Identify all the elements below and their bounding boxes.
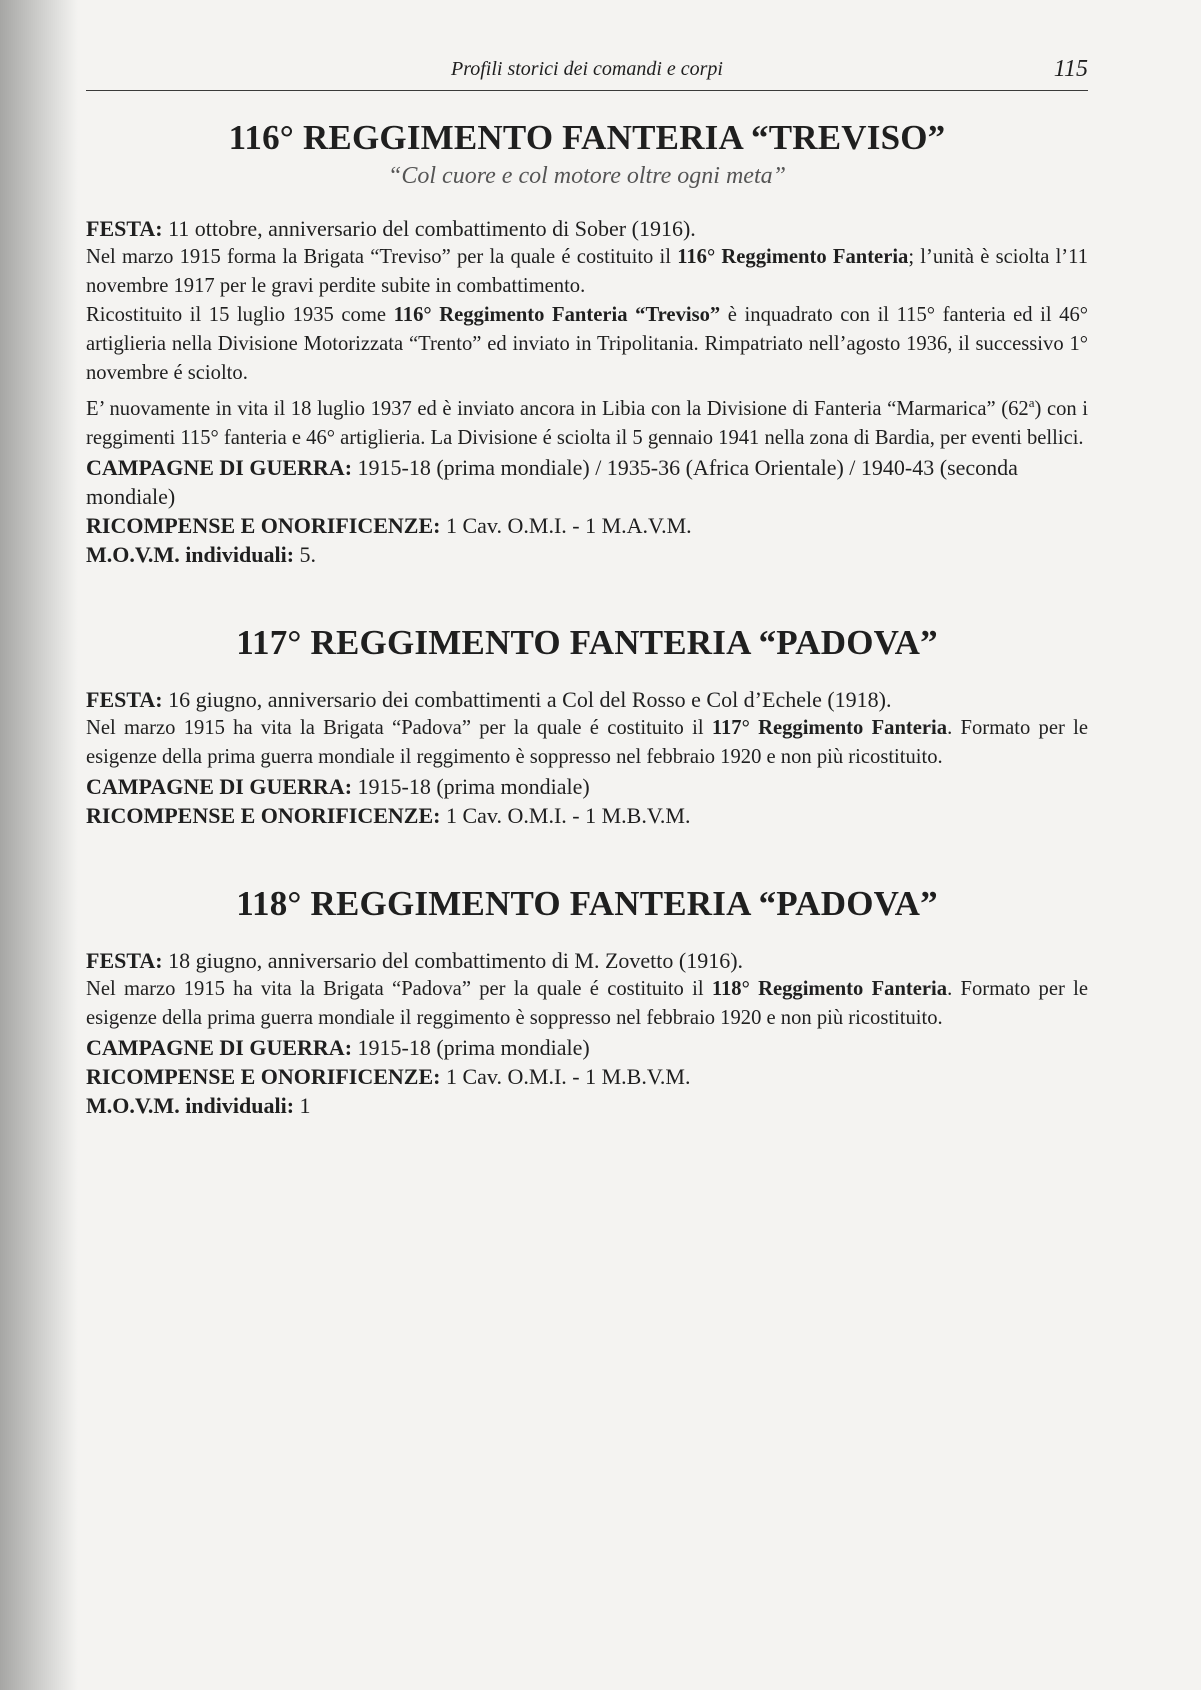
page-gutter-shadow bbox=[0, 0, 78, 1690]
running-title: Profili storici dei comandi e corpi bbox=[450, 58, 723, 80]
movm-text: 5. bbox=[294, 541, 317, 567]
movm-line bbox=[86, 1091, 1088, 1120]
text-run: è inquadrato con il 115° fanteria ed il 46° artiglieria nella Divisione Motorizzata “Trento” ed inviato in Tripolitania. Rimpatriato nell’agosto 1936, il successivo 1° novembre é sciolto. bbox=[86, 304, 1088, 384]
ricompense-text: 1 Cav. O.M.I. - 1 M.B.V.M. bbox=[440, 1063, 691, 1089]
movm-label: M.O.V.M. individuali: bbox=[86, 541, 295, 567]
history-paragraph bbox=[86, 243, 1088, 301]
regiment-name: 118° Reggimento Fanteria bbox=[711, 977, 948, 1000]
superscript: a bbox=[1028, 395, 1035, 410]
text-run: ; l’unità è sciolta l’11 novembre 1917 per le gravi perdite subite in combattimento. bbox=[86, 246, 1088, 297]
section-title: 118° REGGIMENTO FANTERIA “PADOVA” bbox=[236, 883, 938, 923]
campagne-text: 1915-18 (prima mondiale) bbox=[352, 1034, 590, 1060]
book-page bbox=[86, 0, 1088, 1690]
festa-text: 16 giugno, anniversario dei combattimenti a Col del Rosso e Col d’Echele (1918). bbox=[162, 686, 892, 712]
section-116 bbox=[86, 116, 1088, 569]
festa-text: 11 ottobre, anniversario del combattimento di Sober (1916). bbox=[162, 216, 696, 241]
regiment-name: 116° Reggimento Fanteria “Treviso” bbox=[393, 304, 721, 326]
festa-label: FESTA: bbox=[86, 686, 163, 712]
page-content bbox=[86, 116, 1088, 1120]
text-run: Nel marzo 1915 ha vita la Brigata “Padova” per la quale é costituito il bbox=[86, 716, 712, 739]
page-number: 115 bbox=[1053, 56, 1088, 82]
ricompense-line bbox=[86, 1062, 1088, 1091]
campagne-label: CAMPAGNE DI GUERRA: bbox=[86, 773, 353, 799]
ricompense-label: RICOMPENSE E ONORIFICENZE: bbox=[86, 1063, 441, 1089]
festa-label: FESTA: bbox=[86, 947, 163, 973]
campagne-text: 1915-18 (prima mondiale) / 1935-36 (Africa Orientale) / 1940-43 (seconda mondiale) bbox=[86, 454, 1018, 509]
section-118 bbox=[86, 882, 1088, 1120]
text-run: Ricostituito il 15 luglio 1935 come bbox=[86, 304, 394, 326]
section-title: 117° REGGIMENTO FANTERIA “PADOVA” bbox=[236, 622, 938, 662]
festa-label: FESTA: bbox=[86, 216, 163, 241]
text-run: ) con i reggimenti 115° fanteria e 46° artiglieria. La Divisione é sciolta il 5 gennaio 1941 nella zona di Bardia, per eventi bellici. bbox=[86, 397, 1088, 449]
festa-line bbox=[86, 685, 1088, 714]
text-run: . Formato per le esigenze della prima guerra mondiale il reggimento è soppresso nel febbraio 1920 e non più ricostituito. bbox=[86, 977, 1088, 1029]
history-paragraph bbox=[86, 714, 1088, 772]
festa-line bbox=[86, 946, 1088, 975]
ricompense-label: RICOMPENSE E ONORIFICENZE: bbox=[86, 802, 441, 828]
campagne-line bbox=[86, 453, 1088, 511]
history-paragraph bbox=[86, 388, 1088, 453]
movm-text: 1 bbox=[294, 1092, 311, 1118]
festa-line bbox=[86, 214, 1088, 243]
text-run: . Formato per le esigenze della prima guerra mondiale il reggimento è soppresso nel febbraio 1920 e non più ricostituito. bbox=[86, 716, 1088, 768]
header-rule bbox=[86, 90, 1088, 91]
ricompense-label: RICOMPENSE E ONORIFICENZE: bbox=[86, 512, 441, 538]
history-paragraph bbox=[86, 975, 1088, 1033]
festa-text: 18 giugno, anniversario del combattimento di M. Zovetto (1916). bbox=[162, 947, 744, 973]
campagne-text: 1915-18 (prima mondiale) bbox=[352, 773, 590, 799]
movm-label: M.O.V.M. individuali: bbox=[86, 1092, 295, 1118]
history-paragraph bbox=[86, 301, 1088, 388]
campagne-line bbox=[86, 1033, 1088, 1062]
text-run: E’ nuovamente in vita il 18 luglio 1937 ed è inviato ancora in Libia con la Divisione di Fanteria “Marmarica” (62 bbox=[86, 397, 1029, 420]
ricompense-text: 1 Cav. O.M.I. - 1 M.B.V.M. bbox=[440, 802, 691, 828]
regiment-name: 117° Reggimento Fanteria bbox=[711, 716, 948, 739]
regiment-name: 116° Reggimento Fanteria bbox=[677, 246, 909, 268]
section-spacer bbox=[86, 830, 1088, 882]
campagne-line bbox=[86, 772, 1088, 801]
ricompense-text: 1 Cav. O.M.I. - 1 M.A.V.M. bbox=[440, 512, 692, 538]
campagne-label: CAMPAGNE DI GUERRA: bbox=[86, 1034, 353, 1060]
ricompense-line bbox=[86, 511, 1088, 540]
section-117 bbox=[86, 621, 1088, 830]
campagne-label: CAMPAGNE DI GUERRA: bbox=[86, 454, 353, 480]
motto: “Col cuore e col motore oltre ogni meta” bbox=[388, 163, 786, 189]
text-run: Nel marzo 1915 forma la Brigata “Treviso” per la quale é costituito il bbox=[86, 246, 678, 268]
section-title: 116° REGGIMENTO FANTERIA “TREVISO” bbox=[228, 118, 946, 157]
section-spacer bbox=[86, 569, 1088, 621]
text-run: Nel marzo 1915 ha vita la Brigata “Padova” per la quale é costituito il bbox=[86, 977, 712, 1000]
ricompense-line bbox=[86, 801, 1088, 830]
running-head bbox=[86, 56, 1088, 86]
movm-line bbox=[86, 540, 1088, 569]
